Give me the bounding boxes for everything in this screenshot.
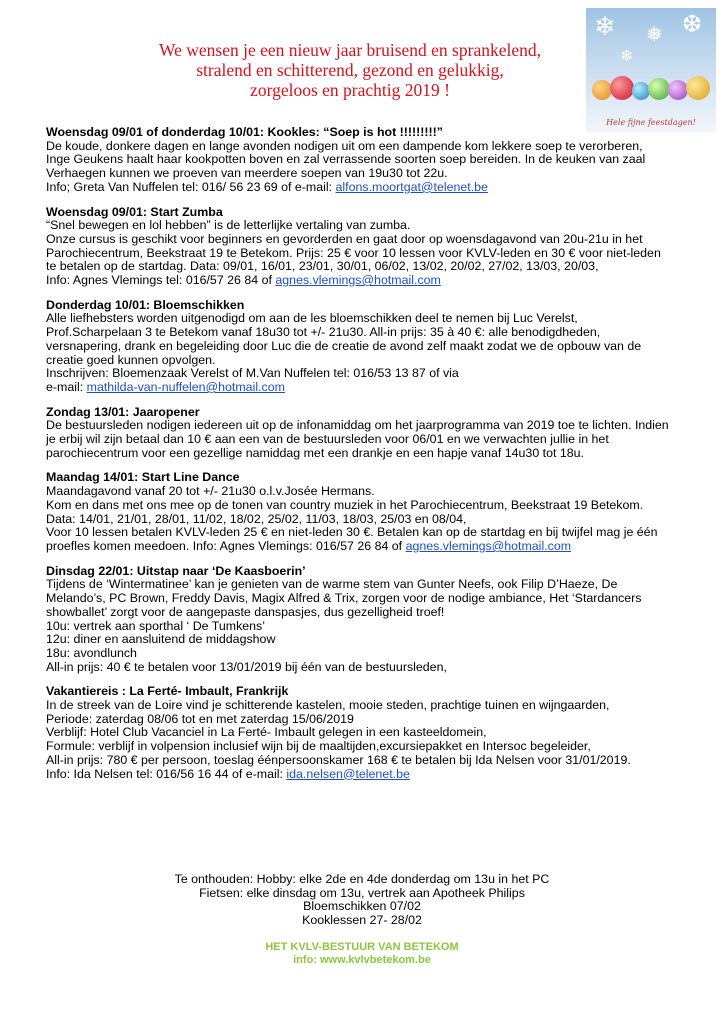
event-heading: Vakantiereis : La Ferté- Imbault, Frankrijk (46, 684, 289, 699)
event-zumba (46, 206, 696, 288)
event-contact-line (46, 274, 696, 288)
event-heading: Dinsdag 22/01: Uitstap naar ‘De Kaasboerin’ (46, 563, 306, 578)
event-line: Melando’s, PC Brown, Freddy Davis, Magix Alfred & Trix, zorgen voor de nodige ambiance, Het ‘Stardancers (46, 591, 642, 606)
event-heading: Maandag 14/01: Start Line Dance (46, 470, 240, 485)
signature-title: HET KVLV-BESTUUR VAN BETEKOM (265, 941, 459, 953)
event-heading: Woensdag 09/01 of donderdag 10/01: Kookles: “Soep is hot !!!!!!!!!” (46, 125, 443, 139)
event-line: Tijdens de ‘Wintermatinee’ kan je genieten van de warme stem van Gunter Neefs, ook Filip D’Haeze, De (46, 577, 618, 592)
event-line: versnapering, drank en begeleiding door Luc die de creatie de avond zelf maakt zodat we de opbouw van de (46, 338, 642, 353)
snowflake-icon: ❅ (646, 22, 663, 46)
event-line: De koude, donkere dagen en lange avonden nodigen uit om een dampende kom lekkere soep te verorberen, (46, 138, 643, 153)
contact-text: Info; Greta Van Nuffelen tel: 016/ 56 23 69 of e-mail: (46, 179, 336, 194)
reminder-line: Bloemschikken 07/02 (303, 899, 421, 914)
event-line: All-in prijs: 40 € te betalen voor 13/01/2019 bij één van de bestuursleden, (46, 659, 447, 674)
event-line: creatie goed kunnen opvolgen. (46, 352, 216, 367)
ornament-icon (648, 78, 670, 100)
event-line: De bestuursleden nodigen iedereen uit op de infonamiddag om het jaarprogramma van 2019 toe te lichten. Indien (46, 418, 669, 433)
event-line: showballet’ zorgt voor de aangepaste danspasjes, dus gezelligheid troef! (46, 604, 445, 619)
event-line: parochiecentrum voor een gezellige namiddag met een drankje en een hapje vanaf 14u30 tot 18u. (46, 445, 584, 460)
newsletter-body (46, 126, 696, 792)
event-line: Inge Geukens haalt haar kookpotten boven en zal verrassende soorten soep bereiden. In de keuken van zaal (46, 152, 646, 167)
ornament-icon (686, 76, 710, 100)
reminder-line: Kooklessen 27- 28/02 (302, 913, 422, 928)
event-line: 10u: vertrek aan sporthal ‘ De Tumkens’ (46, 618, 266, 633)
email-link[interactable]: ida.nelsen@telenet.be (286, 766, 410, 781)
event-kaasboerin (46, 565, 696, 675)
event-line: te betalen op de startdag. Data: 09/01, 16/01, 23/01, 30/01, 06/02, 13/02, 20/02, 27/02, 13/03, 20/03, (46, 259, 599, 274)
event-kookles (46, 126, 696, 195)
event-bloemschikken (46, 299, 696, 395)
event-contact-line (46, 768, 696, 782)
event-line: 12u: diner en aansluitend de middagshow (46, 632, 276, 647)
greeting-line: stralend en schitterend, gezond en gelukkig, (196, 60, 504, 80)
signature (0, 941, 724, 967)
email-link[interactable]: mathilda-van-nuffelen@hotmail.com (86, 379, 285, 394)
event-line: Formule: verblijf in volpension inclusief wijn bij de maaltijden,excursiepakket en Intersoc begeleider, (46, 739, 591, 754)
ornament-icon (592, 80, 612, 100)
email-link[interactable]: alfons.moortgat@telenet.be (335, 179, 488, 194)
reminders (0, 873, 724, 928)
event-line: Maandagavond vanaf 20 tot +/- 21u30 o.l.v.Josée Hermans. (46, 484, 375, 499)
event-line: Kom en dans met ons mee op de tonen van country muziek in het Parochiecentrum, Beekstraat 19 Betekom. (46, 497, 644, 512)
event-contact-line (46, 181, 696, 195)
event-jaaropener (46, 406, 696, 461)
event-line: Prof.Scharpelaan 3 te Betekom vanaf 18u30 tot +/- 21u30. All-in prijs: 35 à 40 €: alle benodigdheden, (46, 325, 601, 340)
event-line: Verhaegen kunnen we proeven van meerdere soepen van 19u30 tot 22u. (46, 166, 448, 181)
greeting-line: We wensen je een nieuw jaar bruisend en sprankelend, (159, 40, 541, 60)
snowflake-icon: ❆ (682, 10, 703, 38)
email-link[interactable]: agnes.vlemings@hotmail.com (275, 273, 441, 288)
contact-text: Info: Agnes Vlemings tel: 016/57 26 84 of (46, 273, 276, 288)
event-line: 18u: avondlunch (46, 645, 137, 660)
event-line: In de streek van de Loire vind je schitterende kastelen, mooie steden, prachtige tuinen en wijngaarden, (46, 698, 610, 713)
snowflake-icon: ❄ (620, 46, 634, 65)
ornament-icon (610, 76, 634, 100)
holiday-card-image (586, 8, 716, 133)
event-line: Verblijf: Hotel Club Vacanciel in La Ferté- Imbault gelegen in een kasteeldomein, (46, 725, 487, 740)
reminder-line: Te onthouden: Hobby: elke 2de en 4de donderdag om 13u in het PC (174, 872, 550, 886)
ornament-icon (668, 80, 688, 100)
event-heading: Woensdag 09/01: Start Zumba (46, 204, 223, 219)
event-heading: Donderdag 10/01: Bloemschikken (46, 297, 245, 312)
event-line-dance (46, 471, 696, 553)
reminder-line: Fietsen: elke dinsdag om 13u, vertrek aan Apotheek Philips (199, 885, 525, 900)
card-caption: Hele fijne feestdagen! (606, 118, 696, 127)
event-line: All-in prijs: 780 € per persoon, toeslag éénpersoonskamer 168 € te betalen bij Ida Nelsen voor 31/01/2019. (46, 752, 631, 767)
event-line: Onze cursus is geschikt voor beginners en gevorderden en gaat door op woensdagavond van 20u-21u in het (46, 231, 643, 246)
event-heading: Zondag 13/01: Jaaropener (46, 404, 200, 419)
greeting-line: zorgeloos en prachtig 2019 ! (250, 80, 450, 100)
email-link[interactable]: agnes.vlemings@hotmail.com (405, 538, 572, 553)
contact-text: Info: Ida Nelsen tel: 016/56 16 44 of e-mail: (46, 766, 287, 781)
event-line: je erbij wil zijn betaal dan 10 € aan een van de bestuursleden voor 06/01 en we verwachten jullie in het (46, 432, 609, 447)
signature-website[interactable]: info: www.kvlvbetekom.be (293, 954, 431, 966)
event-contact-line (46, 381, 696, 395)
contact-text: e-mail: (46, 379, 87, 394)
event-line: Voor 10 lessen betalen KVLV-leden 25 € en niet-leden 30 €. Betalen kan op de startdag en bij twijfel mag je één (46, 525, 658, 540)
event-line: Parochiecentrum, Beekstraat 19 te Betekom. Prijs: 25 € voor 10 lessen voor KVLV-leden en 30 € voor niet-leden (46, 245, 661, 260)
greeting-message (120, 40, 580, 100)
event-line: Data: 14/01, 21/01, 28/01, 11/02, 18/02, 25/02, 11/03, 18/03, 25/03 en 08/04, (46, 511, 467, 526)
event-line: Alle liefhebsters worden uitgenodigd om aan de les bloemschikken deel te nemen bij Luc Verelst, (46, 311, 578, 326)
event-vakantiereis (46, 685, 696, 781)
contact-text: proefles komen meedoen. Info: Agnes Vlemings: 016/57 26 84 of (46, 538, 406, 553)
event-line: Periode: zaterdag 08/06 tot en met zaterdag 15/06/2019 (46, 711, 354, 726)
event-contact-line (46, 540, 696, 554)
snowflake-icon: ❄ (594, 12, 616, 42)
event-line: “Snel bewegen en lol hebben” is de letterlijke vertaling van zumba. (46, 218, 411, 233)
event-line: Inschrijven: Bloemenzaak Verelst of M.Van Nuffelen tel: 016/53 13 87 of via (46, 366, 459, 381)
